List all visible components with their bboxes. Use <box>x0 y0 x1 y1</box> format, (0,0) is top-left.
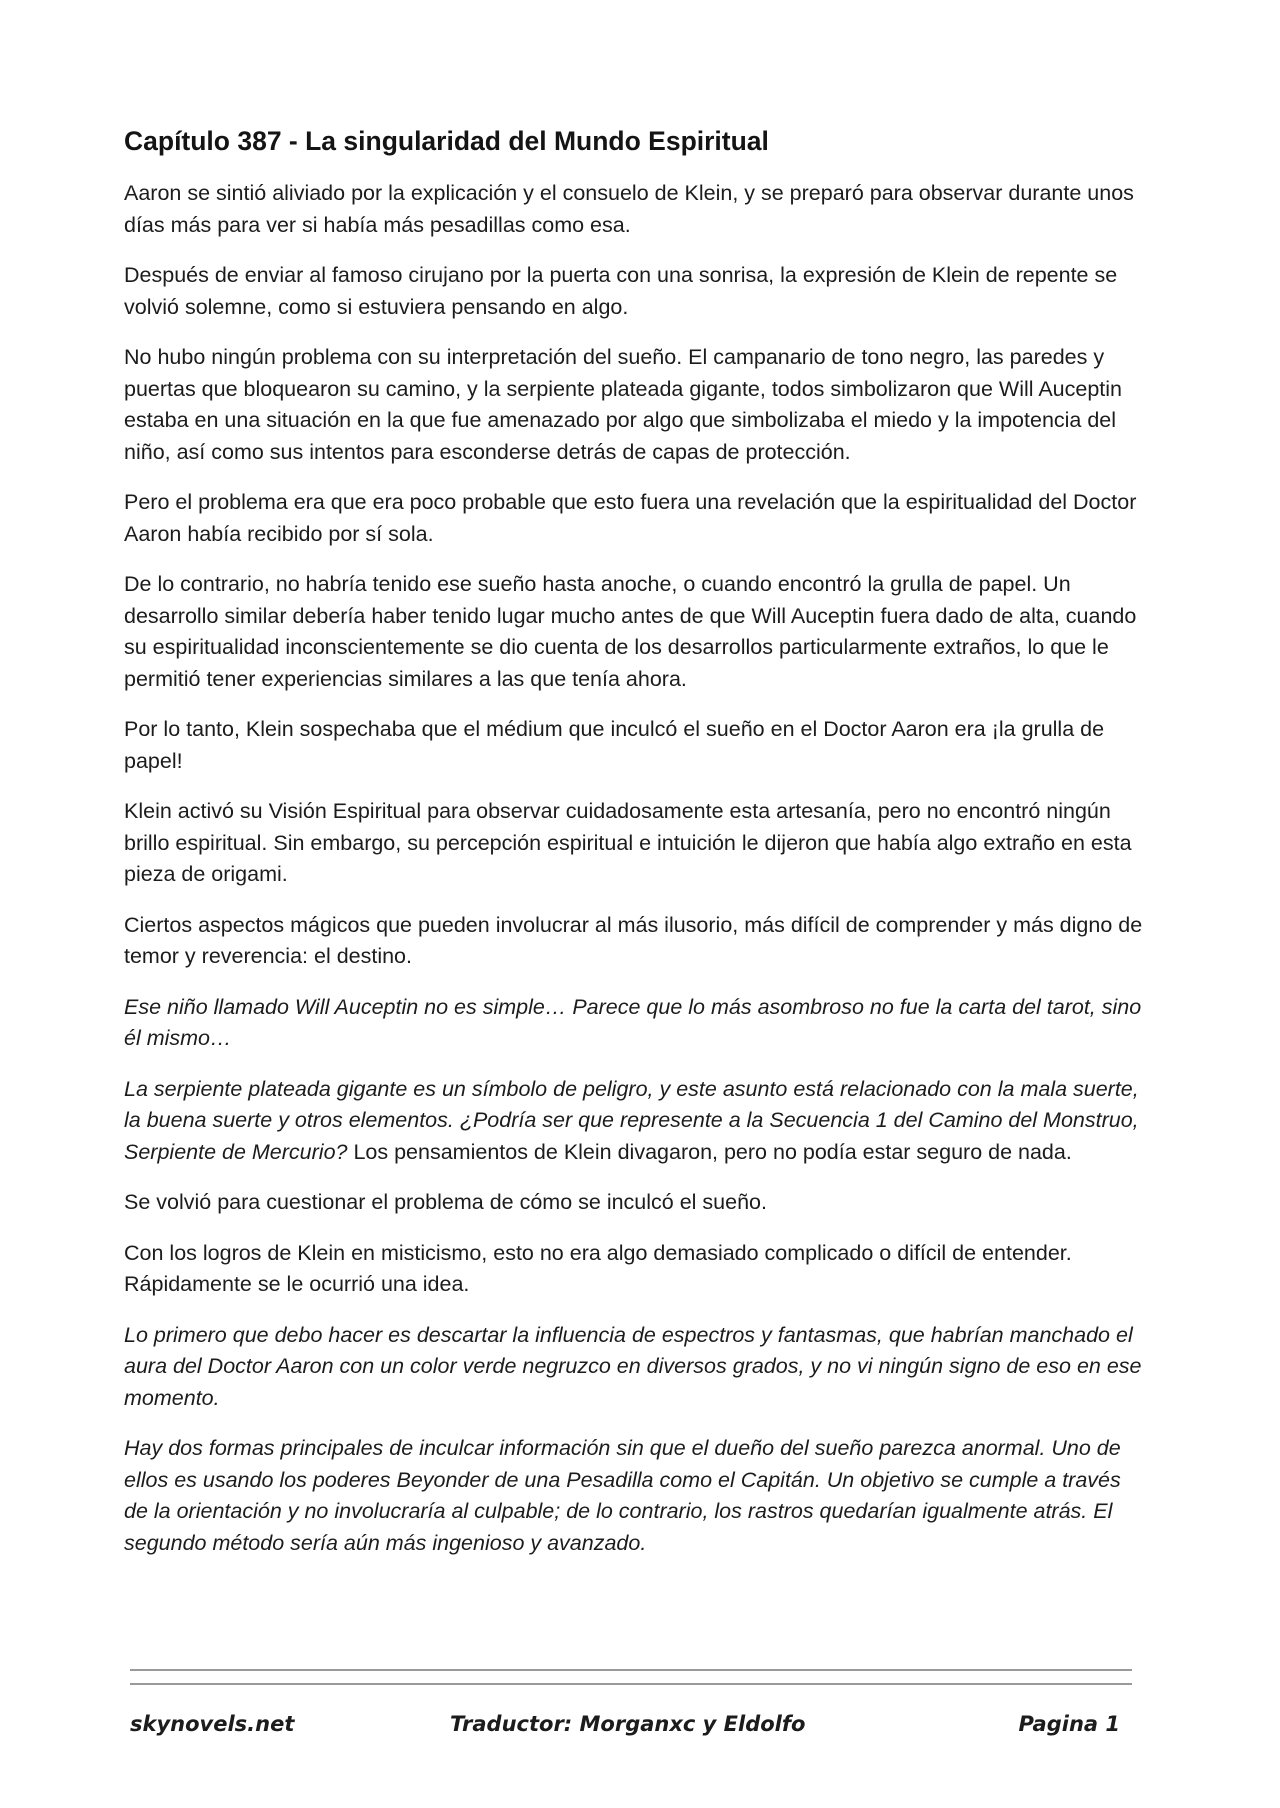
paragraph-2: Después de enviar al famoso cirujano por la puerta con una sonrisa, la expresión de Klein de repente se volvió solemne, como si estuviera pensando en algo. <box>124 263 1118 319</box>
paragraph-5: De lo contrario, no habría tenido ese sueño hasta anoche, o cuando encontró la grulla de papel. Un desarrollo similar debería haber tenido lugar mucho antes de que Will Auceptin fuera dado de alta, cuando su espiritualidad inconscientemente se dio cuenta de los desarrollos particularmente extraños, lo que le permitió tener experiencias similares a las que tenía ahora. <box>124 572 1137 691</box>
paragraph-9-thought: Ese niño llamado Will Auceptin no es simple… Parece que lo más asombroso no fue la carta del tarot, sino él mismo… <box>124 994 1142 1050</box>
paragraph-10-thought: La serpiente plateada gigante es un símbolo de peligro, y este asunto está relacionado con la mala suerte, la buena suerte y otros elementos. ¿Podría ser que represente a la Secuencia 1 del Camino del Monstruo, Serpiente de Mercurio? <box>124 1076 1139 1164</box>
paragraph-6: Por lo tanto, Klein sospechaba que el médium que inculcó el sueño en el Doctor Aaron era ¡la grulla de papel! <box>124 717 1105 773</box>
page-content <box>124 124 1144 1578</box>
footer-page-number: Pagina 1 <box>1018 1712 1120 1736</box>
paragraph-11: Se volvió para cuestionar el problema de cómo se inculcó el sueño. <box>124 1190 767 1214</box>
footer-divider-top <box>130 1669 1132 1671</box>
paragraph-12: Con los logros de Klein en misticismo, esto no era algo demasiado complicado o difícil de entender. Rápidamente se le ocurrió una idea. <box>124 1240 1072 1296</box>
paragraph-13-thought: Lo primero que debo hacer es descartar la influencia de espectros y fantasmas, que habrían manchado el aura del Doctor Aaron con un color verde negruzco en diversos grados, y no vi ningún signo de eso en ese momento. <box>124 1322 1142 1410</box>
chapter-title: Capítulo 387 - La singularidad del Mundo Espiritual <box>124 126 769 156</box>
page-footer <box>0 1712 1280 1752</box>
paragraph-14-thought: Hay dos formas principales de inculcar información sin que el dueño del sueño parezca anormal. Uno de ellos es usando los poderes Beyonder de una Pesadilla como el Capitán. Un objetivo se cumple a través de la orientación y no involucraría al culpable; de lo contrario, los rastros quedarían igualmente atrás. El segundo método sería aún más ingenioso y avanzado. <box>124 1436 1121 1555</box>
paragraph-10 <box>124 1074 1144 1169</box>
footer-divider-bottom <box>130 1683 1132 1685</box>
paragraph-3: No hubo ningún problema con su interpretación del sueño. El campanario de tono negro, las paredes y puertas que bloquearon su camino, y la serpiente plateada gigante, todos simbolizaron que Will Auceptin estaba en una situación en la que fue amenazado por algo que simbolizaba el miedo y la impotencia del niño, así como sus intentos para esconderse detrás de capas de protección. <box>124 345 1122 464</box>
footer-site: skynovels.net <box>130 1712 295 1736</box>
paragraph-8: Ciertos aspectos mágicos que pueden involucrar al más ilusorio, más difícil de comprender y más digno de temor y reverencia: el destino. <box>124 912 1143 968</box>
paragraph-1: Aaron se sintió aliviado por la explicación y el consuelo de Klein, y se preparó para observar durante unos días más para ver si había más pesadillas como esa. <box>124 181 1134 237</box>
paragraph-7: Klein activó su Visión Espiritual para observar cuidadosamente esta artesanía, pero no encontró ningún brillo espiritual. Sin embargo, su percepción espiritual e intuición le dijeron que había algo extraño en esta pieza de origami. <box>124 799 1132 886</box>
paragraph-10-narration: Los pensamientos de Klein divagaron, pero no podía estar seguro de nada. <box>347 1139 1072 1164</box>
footer-translator: Traductor: Morganxc y Eldolfo <box>450 1712 806 1736</box>
paragraph-4: Pero el problema era que era poco probable que esto fuera una revelación que la espiritualidad del Doctor Aaron había recibido por sí sola. <box>124 490 1137 546</box>
